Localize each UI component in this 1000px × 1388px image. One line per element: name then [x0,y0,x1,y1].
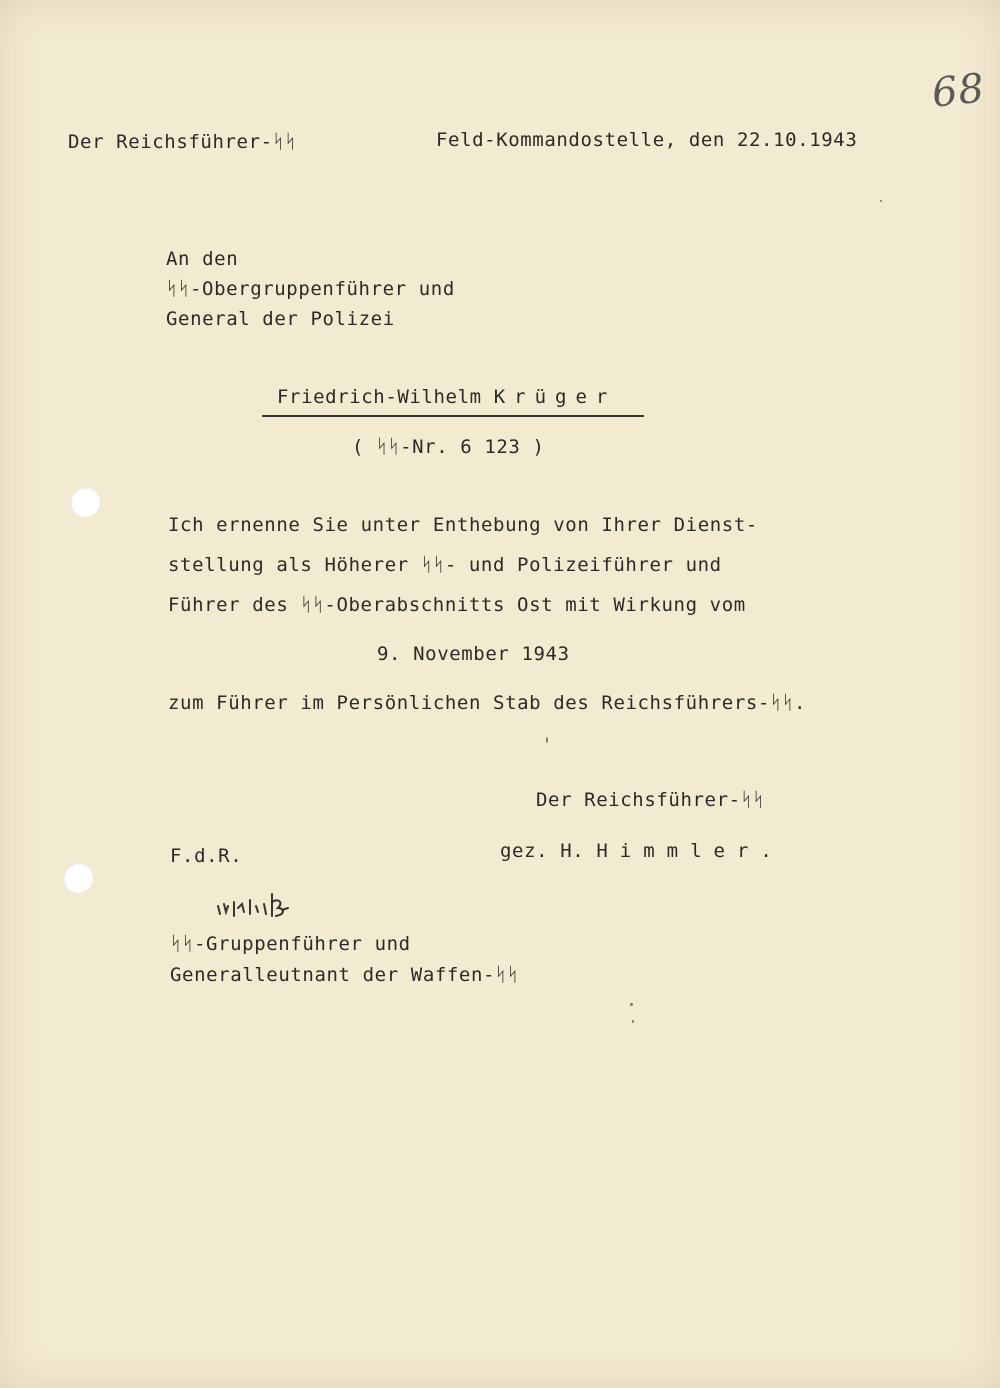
body-line-2: stellung als Höherer ᛋᛋ- und Polizeiführer und [168,554,722,576]
body-line-1: Ich ernenne Sie unter Enthebung von Ihrer Dienst- [168,514,758,536]
closing-title: Der Reichsführer-ᛋᛋ [536,789,765,811]
recipient-first-name: Friedrich-Wilhelm [277,386,482,408]
rank-line-1: ᛋᛋ-Gruppenführer und [170,933,411,955]
recipient-line-2: ᛋᛋ-Obergruppenführer und [166,278,455,300]
body-line-4: zum Führer im Persönlichen Stab des Reichsführers-ᛋᛋ. [168,692,806,714]
signed-prefix: gez. H. [500,840,585,862]
punch-hole-bottom [63,863,93,893]
paper-speck [546,737,548,743]
punch-hole-top [70,487,100,517]
recipient-name [277,388,616,407]
effective-date: 9. November 1943 [377,643,570,665]
sender-line: Der Reichsführer-ᛋᛋ [68,131,297,153]
signed-name: Himmler. [596,840,784,862]
handwritten-signature [212,888,332,928]
place-date-line: Feld-Kommandostelle, den 22.10.1943 [436,129,858,151]
closing-signed [500,842,784,861]
recipient-last-name: Krüger [493,386,617,408]
recipient-number: ( ᛋᛋ-Nr. 6 123 ) [352,436,545,458]
recipient-line-3: General der Polizei [166,308,395,330]
recipient-line-1: An den [166,248,239,270]
rank-line-2: Generalleutnant der Waffen-ᛋᛋ [170,964,520,986]
body-line-3: Führer des ᛋᛋ-Oberabschnitts Ost mit Wirkung vom [168,594,746,616]
handwritten-page-number: 68 [929,65,988,117]
fdr-mark: F.d.R. [170,845,243,867]
paper-speck [630,1003,633,1006]
paper-speck [632,1020,634,1023]
paper-speck [880,200,882,202]
name-underline [262,415,644,417]
